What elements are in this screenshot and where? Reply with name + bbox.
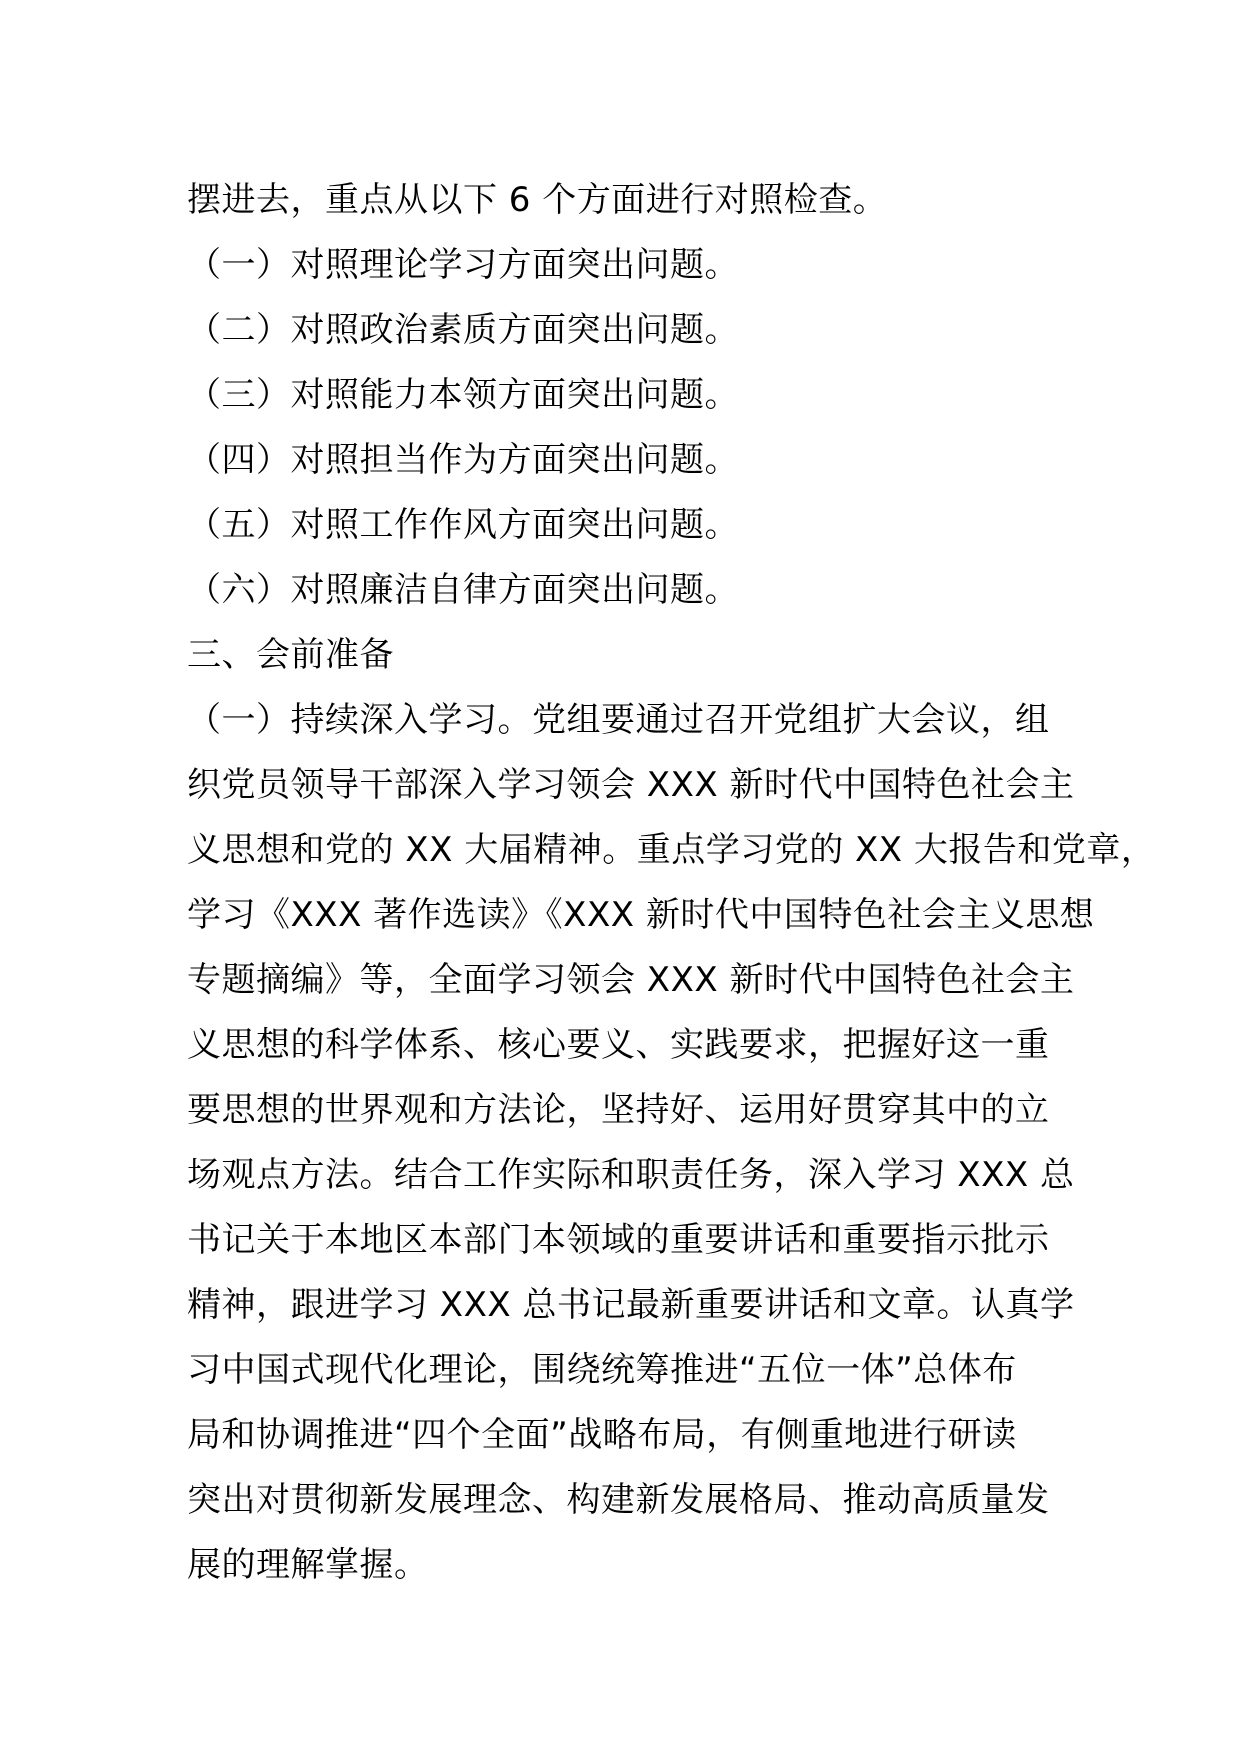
paragraph-line: 织党员领导干部深入学习领会 XXX 新时代中国特色社会主	[187, 765, 1075, 805]
paragraph-line: 局和协调推进“四个全面”战略布局，有侧重地进行研读	[187, 1415, 1017, 1455]
paragraph-line: 突出对贯彻新发展理念、构建新发展格局、推动高质量发	[187, 1480, 1050, 1520]
list-item-5: （五）对照工作作风方面突出问题。	[187, 505, 739, 545]
paragraph-line: 展的理解掌握。	[187, 1545, 429, 1585]
paragraph-line: 习中国式现代化理论，围绕统筹推进“五位一体”总体布	[187, 1350, 1017, 1390]
paragraph-line: 要思想的世界观和方法论，坚持好、运用好贯穿其中的立	[187, 1090, 1050, 1130]
paragraph-line: （一）持续深入学习。党组要通过召开党组扩大会议，组	[187, 700, 1050, 740]
list-item-4: （四）对照担当作为方面突出问题。	[187, 440, 739, 480]
paragraph-line: 精神，跟进学习 XXX 总书记最新重要讲话和文章。认真学	[187, 1285, 1075, 1325]
paragraph-line: 学习《XXX 著作选读》《XXX 新时代中国特色社会主义思想	[187, 895, 1095, 935]
document-body	[187, 168, 1156, 1598]
paragraph-line: 书记关于本地区本部门本领域的重要讲话和重要指示批示	[187, 1220, 1050, 1260]
list-item-6: （六）对照廉洁自律方面突出问题。	[187, 570, 739, 610]
list-item-2: （二）对照政治素质方面突出问题。	[187, 310, 739, 350]
text-line: 摆进去，重点从以下 6 个方面进行对照检查。	[187, 180, 888, 220]
paragraph-line: 专题摘编》等，全面学习领会 XXX 新时代中国特色社会主	[187, 960, 1075, 1000]
list-item-3: （三）对照能力本领方面突出问题。	[187, 375, 739, 415]
section-heading: 三、会前准备	[187, 635, 394, 675]
list-item-1: （一）对照理论学习方面突出问题。	[187, 245, 739, 285]
paragraph-line: 场观点方法。结合工作实际和职责任务，深入学习 XXX 总	[187, 1155, 1075, 1195]
paragraph-line: 义思想和党的 XX 大届精神。重点学习党的 XX 大报告和党章，	[187, 830, 1156, 870]
paragraph-line: 义思想的科学体系、核心要义、实践要求，把握好这一重	[187, 1025, 1050, 1065]
